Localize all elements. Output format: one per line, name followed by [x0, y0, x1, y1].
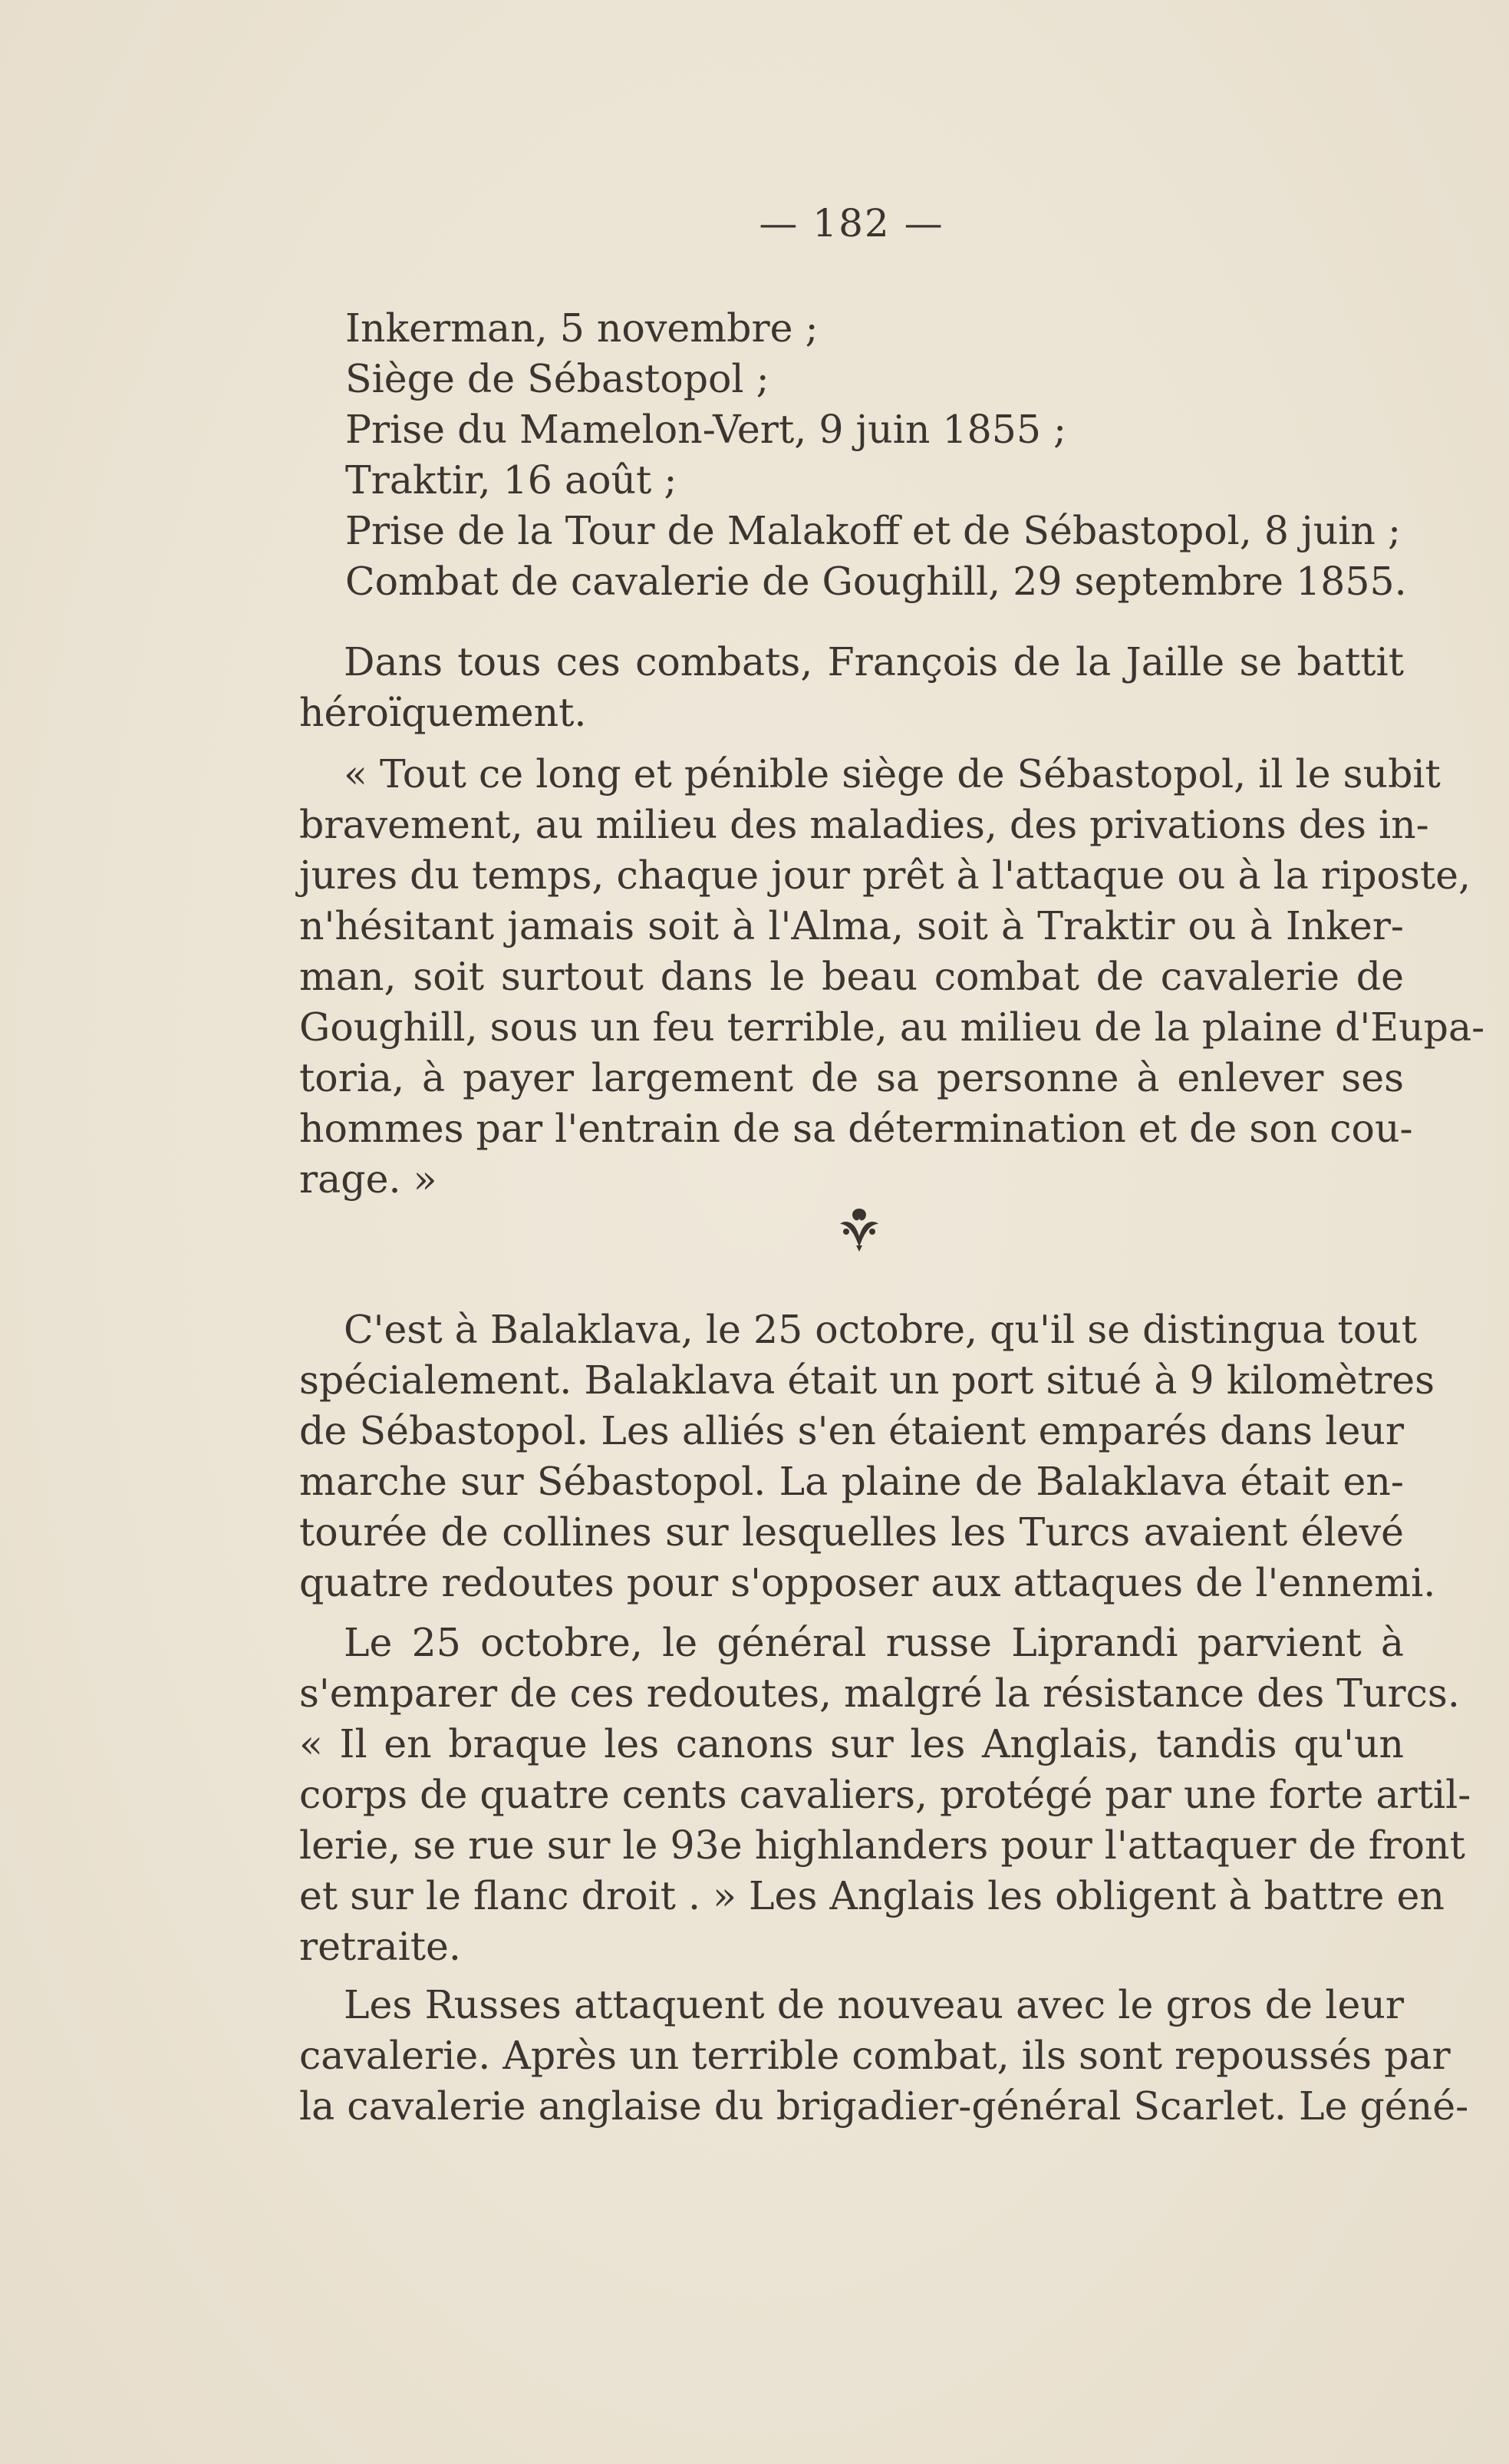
- fleuron-ornament-icon: [832, 1201, 886, 1255]
- paragraph-russes: [299, 1980, 1469, 2132]
- text-line: héroïquement.: [299, 690, 587, 735]
- text-line: bravement, au milieu des maladies, des privations des in-: [299, 802, 1429, 847]
- page-number: — 182 —: [759, 201, 944, 246]
- text-line: de Sébastopol. Les alliés s'en étaient emparés dans leur: [299, 1408, 1404, 1453]
- text-line: corps de quatre cents cavaliers, protégé par une forte artil-: [299, 1772, 1471, 1817]
- text-line: quatre redoutes pour s'opposer aux attaques de l'ennemi.: [299, 1560, 1436, 1605]
- text-line: lerie, se rue sur le 93e highlanders pour l'attaquer de front: [299, 1822, 1465, 1868]
- paragraph-balaklava: [299, 1305, 1436, 1608]
- text-line: C'est à Balaklava, le 25 octobre, qu'il se distingua tout: [344, 1307, 1417, 1352]
- text-line: et sur le flanc droit . » Les Anglais les obligent à battre en: [299, 1873, 1445, 1918]
- list-item: Combat de cavalerie de Goughill, 29 septembre 1855.: [345, 559, 1407, 604]
- text-line: spécialement. Balaklava était un port situé à 9 kilomètres: [299, 1357, 1435, 1403]
- list-item: Prise du Mamelon-Vert, 9 juin 1855 ;: [345, 407, 1067, 452]
- list-item: Siège de Sébastopol ;: [345, 356, 769, 401]
- text-line: Dans tous ces combats, François de la Jaille se battit: [344, 639, 1404, 684]
- list-item: Inkerman, 5 novembre ;: [345, 305, 819, 351]
- paragraph-combats: [299, 637, 1404, 738]
- paragraph-quote-siege: [299, 749, 1485, 1205]
- text-line: n'hésitant jamais soit à l'Alma, soit à Traktir ou à Inker-: [299, 903, 1404, 948]
- text-line: la cavalerie anglaise du brigadier-général Scarlet. Le géné-: [299, 2083, 1469, 2129]
- list-item: Prise de la Tour de Malakoff et de Sébastopol, 8 juin ;: [345, 508, 1401, 553]
- text-line: jures du temps, chaque jour prêt à l'attaque ou à la riposte,: [299, 853, 1471, 898]
- paragraph-liprandi: [299, 1618, 1471, 1972]
- text-line: toria, à payer largement de sa personne à enlever ses: [299, 1055, 1404, 1100]
- text-line: « Il en braque les canons sur les Anglais, tandis qu'un: [299, 1721, 1404, 1766]
- text-line: tourée de collines sur lesquelles les Turcs avaient élevé: [299, 1509, 1404, 1555]
- text-line: man, soit surtout dans le beau combat de cavalerie de: [299, 954, 1404, 999]
- text-line: Les Russes attaquent de nouveau avec le gros de leur: [344, 1982, 1404, 2027]
- text-line: retraite.: [299, 1924, 461, 1969]
- text-line: Le 25 octobre, le général russe Liprandi parvient à: [344, 1620, 1404, 1665]
- text-line: s'emparer de ces redoutes, malgré la résistance des Turcs.: [299, 1671, 1460, 1716]
- text-line: Goughill, sous un feu terrible, au milieu de la plaine d'Eupa-: [299, 1004, 1485, 1050]
- text-line: rage. »: [299, 1156, 437, 1202]
- text-line: marche sur Sébastopol. La plaine de Balaklava était en-: [299, 1459, 1404, 1504]
- list-item: Traktir, 16 août ;: [345, 457, 677, 503]
- text-line: cavalerie. Après un terrible combat, ils sont repoussés par: [299, 2033, 1451, 2078]
- text-line: « Tout ce long et pénible siège de Sébastopol, il le subit: [344, 751, 1441, 797]
- battle-list: [345, 303, 1419, 607]
- text-line: hommes par l'entrain de sa détermination et de son cou-: [299, 1106, 1413, 1151]
